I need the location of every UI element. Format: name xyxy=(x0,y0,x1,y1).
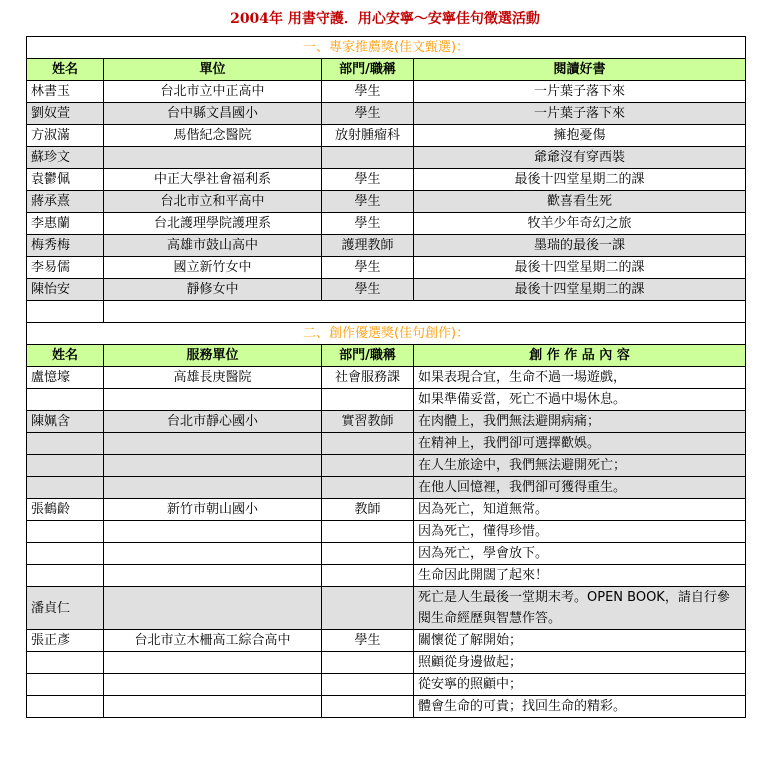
unit-cell xyxy=(104,455,322,477)
column-header: 創 作 作 品 內 容 xyxy=(414,345,746,367)
table-row xyxy=(27,125,746,147)
unit-cell xyxy=(104,521,322,543)
dept-cell xyxy=(322,674,414,696)
name-cell xyxy=(27,674,104,696)
name-cell: 李惠蘭 xyxy=(27,213,104,235)
table-row xyxy=(27,455,746,477)
content-cell: 體會生命的可貴；找回生命的精彩。 xyxy=(414,696,746,718)
book-cell: 最後十四堂星期二的課 xyxy=(414,169,746,191)
unit-cell xyxy=(104,389,322,411)
spacer-row xyxy=(27,301,746,323)
dept-cell: 學生 xyxy=(322,81,414,103)
table-row xyxy=(27,433,746,455)
unit-cell: 靜修女中 xyxy=(104,279,322,301)
unit-cell: 中正大學社會福利系 xyxy=(104,169,322,191)
name-cell: 梅秀梅 xyxy=(27,235,104,257)
section-heading xyxy=(27,323,746,345)
name-cell xyxy=(27,455,104,477)
table-row xyxy=(27,147,746,169)
content-cell: 照顧從身邊做起； xyxy=(414,652,746,674)
book-cell: 歡喜看生死 xyxy=(414,191,746,213)
dept-cell xyxy=(322,587,414,630)
name-cell: 潘貞仁 xyxy=(27,587,104,630)
table-row xyxy=(27,630,746,652)
book-cell: 爺爺沒有穿西裝 xyxy=(414,147,746,169)
table-row xyxy=(27,543,746,565)
name-cell: 林書玉 xyxy=(27,81,104,103)
column-header-row xyxy=(27,59,746,81)
page-title: 2004年 用書守護．用心安寧～安寧佳句徵選活動 xyxy=(230,11,540,27)
dept-cell: 學生 xyxy=(322,169,414,191)
dept-cell: 實習教師 xyxy=(322,411,414,433)
name-cell xyxy=(27,521,104,543)
book-cell: 一片葉子落下來 xyxy=(414,81,746,103)
table-row xyxy=(27,652,746,674)
content-cell: 因為死亡，懂得珍惜。 xyxy=(414,521,746,543)
dept-cell: 護理教師 xyxy=(322,235,414,257)
content-cell: 因為死亡，學會放下。 xyxy=(414,543,746,565)
dept-cell xyxy=(322,565,414,587)
dept-cell xyxy=(322,433,414,455)
table-row xyxy=(27,279,746,301)
unit-cell xyxy=(104,543,322,565)
unit-cell xyxy=(104,147,322,169)
dept-cell xyxy=(322,455,414,477)
dept-cell: 教師 xyxy=(322,499,414,521)
unit-cell: 台北市靜心國小 xyxy=(104,411,322,433)
book-cell: 擁抱憂傷 xyxy=(414,125,746,147)
table-row xyxy=(27,521,746,543)
book-cell: 牧羊少年奇幻之旅 xyxy=(414,213,746,235)
dept-cell: 學生 xyxy=(322,103,414,125)
unit-cell: 台北市立中正高中 xyxy=(104,81,322,103)
table-row xyxy=(27,257,746,279)
table-row xyxy=(27,477,746,499)
unit-cell: 新竹市朝山國小 xyxy=(104,499,322,521)
dept-cell xyxy=(322,543,414,565)
table-row xyxy=(27,565,746,587)
dept-cell xyxy=(322,652,414,674)
unit-cell: 台北護理學院護理系 xyxy=(104,213,322,235)
name-cell: 蘇珍文 xyxy=(27,147,104,169)
name-cell: 劉奴萱 xyxy=(27,103,104,125)
table-row xyxy=(27,389,746,411)
unit-cell: 國立新竹女中 xyxy=(104,257,322,279)
column-header: 姓名 xyxy=(27,345,104,367)
table-row xyxy=(27,674,746,696)
unit-cell xyxy=(104,674,322,696)
section-title: 二、創作優選獎(佳句創作)： xyxy=(27,323,746,345)
unit-cell: 台中縣文昌國小 xyxy=(104,103,322,125)
unit-cell xyxy=(104,696,322,718)
dept-cell xyxy=(322,389,414,411)
empty-cell xyxy=(104,301,746,323)
name-cell xyxy=(27,389,104,411)
table-row xyxy=(27,103,746,125)
book-cell: 最後十四堂星期二的課 xyxy=(414,257,746,279)
name-cell xyxy=(27,477,104,499)
content-cell: 如果準備妥當，死亡不過中場休息。 xyxy=(414,389,746,411)
unit-cell xyxy=(104,565,322,587)
column-header-row xyxy=(27,345,746,367)
name-cell: 李易儒 xyxy=(27,257,104,279)
name-cell: 袁鬱佩 xyxy=(27,169,104,191)
table-row xyxy=(27,235,746,257)
unit-cell: 馬偕紀念醫院 xyxy=(104,125,322,147)
name-cell xyxy=(27,696,104,718)
column-header: 姓名 xyxy=(27,59,104,81)
dept-cell: 學生 xyxy=(322,630,414,652)
name-cell xyxy=(27,433,104,455)
name-cell xyxy=(27,543,104,565)
content-cell: 如果表現合宜，生命不過一場遊戲， xyxy=(414,367,746,389)
content-cell: 在肉體上，我們無法避開病痛； xyxy=(414,411,746,433)
unit-cell xyxy=(104,433,322,455)
content-cell: 在精神上，我們卻可選擇歡娛。 xyxy=(414,433,746,455)
name-cell: 張鶴齡 xyxy=(27,499,104,521)
dept-cell xyxy=(322,147,414,169)
table-row xyxy=(27,213,746,235)
unit-cell: 台北市立和平高中 xyxy=(104,191,322,213)
content-cell: 關懷從了解開始； xyxy=(414,630,746,652)
unit-cell: 台北市立木柵高工綜合高中 xyxy=(104,630,322,652)
dept-cell: 學生 xyxy=(322,213,414,235)
dept-cell: 社會服務課 xyxy=(322,367,414,389)
award-table xyxy=(26,36,746,718)
column-header: 部門/職稱 xyxy=(322,345,414,367)
content-cell: 從安寧的照顧中； xyxy=(414,674,746,696)
book-cell: 最後十四堂星期二的課 xyxy=(414,279,746,301)
empty-cell xyxy=(27,301,104,323)
content-cell: 死亡是人生最後一堂期末考。OPEN BOOK，請自行參閱生命經歷與智慧作答。 xyxy=(414,587,746,630)
content-cell: 生命因此開闊了起來！ xyxy=(414,565,746,587)
name-cell xyxy=(27,565,104,587)
column-header: 單位 xyxy=(104,59,322,81)
section-title: 一、專家推薦獎(佳文甄選)： xyxy=(27,37,746,59)
unit-cell: 高雄長庚醫院 xyxy=(104,367,322,389)
dept-cell: 學生 xyxy=(322,191,414,213)
table-row xyxy=(27,191,746,213)
name-cell: 盧憶壕 xyxy=(27,367,104,389)
dept-cell: 學生 xyxy=(322,279,414,301)
name-cell: 蔣承熹 xyxy=(27,191,104,213)
unit-cell xyxy=(104,477,322,499)
name-cell: 方淑滿 xyxy=(27,125,104,147)
unit-cell xyxy=(104,652,322,674)
table-row xyxy=(27,696,746,718)
book-cell: 墨瑞的最後一課 xyxy=(414,235,746,257)
dept-cell xyxy=(322,477,414,499)
unit-cell xyxy=(104,587,322,630)
unit-cell: 高雄市鼓山高中 xyxy=(104,235,322,257)
content-cell: 在人生旅途中，我們無法避開死亡； xyxy=(414,455,746,477)
column-header: 服務單位 xyxy=(104,345,322,367)
column-header: 閱讀好書 xyxy=(414,59,746,81)
table-row xyxy=(27,81,746,103)
content-cell: 因為死亡，知道無常。 xyxy=(414,499,746,521)
table-row xyxy=(27,367,746,389)
content-cell: 在他人回憶裡，我們卻可獲得重生。 xyxy=(414,477,746,499)
dept-cell: 學生 xyxy=(322,257,414,279)
name-cell: 張正彥 xyxy=(27,630,104,652)
table-row xyxy=(27,169,746,191)
name-cell xyxy=(27,652,104,674)
dept-cell xyxy=(322,696,414,718)
section-heading xyxy=(27,37,746,59)
name-cell: 陳姵含 xyxy=(27,411,104,433)
name-cell: 陳怡安 xyxy=(27,279,104,301)
table-row xyxy=(27,499,746,521)
table-row xyxy=(27,411,746,433)
table-row xyxy=(27,587,746,630)
dept-cell: 放射腫瘤科 xyxy=(322,125,414,147)
column-header: 部門/職稱 xyxy=(322,59,414,81)
book-cell: 一片葉子落下來 xyxy=(414,103,746,125)
dept-cell xyxy=(322,521,414,543)
